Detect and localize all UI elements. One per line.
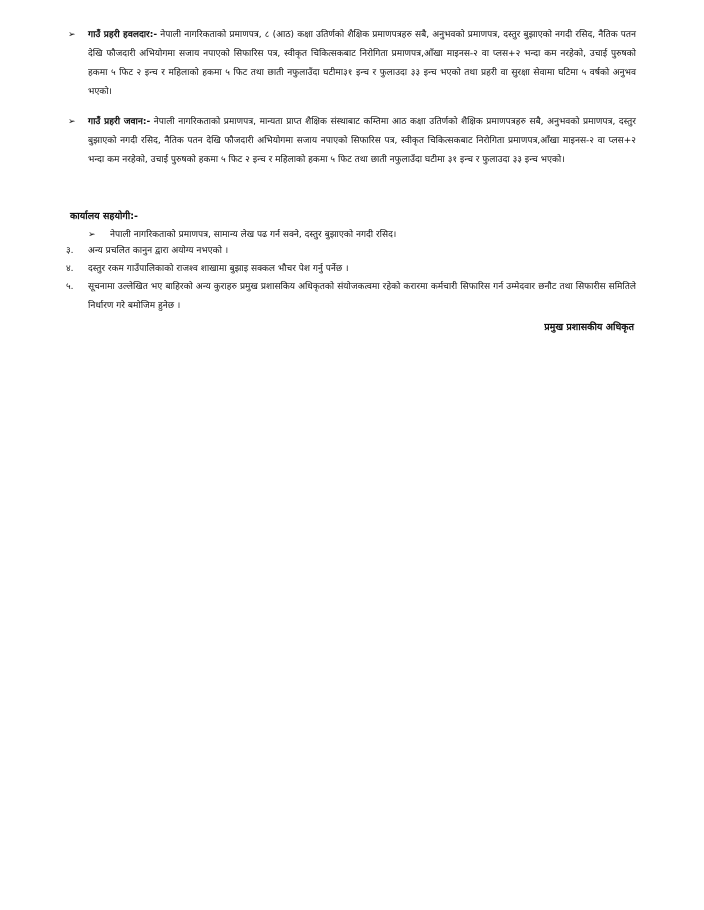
section-title: गाउँ प्रहरी जवान:- <box>88 117 151 127</box>
section-text: नेपाली नागरिकताको प्रमाणपत्र, मान्यता प्राप्त शैक्षिक संस्थाबाट कम्तिमा आठ कक्षा उतिर्णको शैक्षिक प्रमाणपत्रहरु सबै, अनुभवको प्रमाणपत्र, दस्तुर बुझाएको नगदी रसिद, नैतिक पतन देखि फौजदारी अभियोगमा सजाय नपाएको सिफारिस पत्र, स्वीकृत चिकित्सकबाट निरोगिता प्रमाणपत्र,आँखा माइनस-२ वा प्लस+२ भन्दा कम नरहेको, उचाई पुरुषको हकमा ५ फिट २ इन्च र महिलाको हकमा ५ फिट तथा छाती नफुलाउँदा घटीमा ३१ इन्च र फुलाउदा ३३ इन्च भएको। <box>88 117 636 165</box>
item-text: दस्तुर रकम गाउँपालिकाको राजश्व शाखामा बुझाइ सक्कल भौचर पेश गर्नु पर्नेछ । <box>88 264 349 274</box>
signature-line: प्रमुख प्रशासकीय अधिकृत <box>544 322 634 333</box>
item-number: ३. <box>66 246 74 256</box>
arrow-bullet-icon: ➢ <box>68 117 76 127</box>
arrow-bullet-icon: ➢ <box>68 30 76 40</box>
item-number: ४. <box>66 264 74 274</box>
numbered-item-4 <box>66 260 636 279</box>
office-assistant-heading: कार्यालय सहयोगी:- <box>70 211 138 222</box>
numbered-item-5 <box>66 278 636 316</box>
section-ward-guard-lance <box>68 26 636 102</box>
section-text: नेपाली नागरिकताको प्रमाणपत्र, ८ (आठ) कक्षा उतिर्णको शैक्षिक प्रमाणपत्रहरु सबै, अनुभवको प्रमाणपत्र, दस्तुर बुझाएको नगदी रसिद, नैतिक पतन देखि फौजदारी अभियोगमा सजाय नपाएको सिफारिस पत्र, स्वीकृत चिकित्सकबाट निरोगिता प्रमाणपत्र,आँखा माइनस-२ वा प्लस+२ भन्दा कम नरहेको, उचाई पुरुषको हकमा ५ फिट २ इन्च र महिलाको हकमा ५ फिट तथा छाती नफुलाउँदा घटीमा३१ इन्च र फुलाउदा ३३ इन्च भएको तथा प्रहरी वा सुरक्षा सेवामा घटिमा ५ वर्षको अनुभव भएको। <box>88 30 636 97</box>
numbered-item-3 <box>66 242 636 261</box>
item-text: सूचनामा उल्लेखित भए बाहिरको अन्य कुराहरु प्रमुख प्रशासकिय अधिकृतको संयोजकत्वमा रहेको करारमा कर्मचारी सिफारिस गर्न उम्मेदवार छनौट तथा सिफारीस समितिले निर्धारण गरे बमोजिम हुनेछ । <box>88 282 636 311</box>
section-ward-guard-constable <box>68 113 636 170</box>
requirement-text: नेपाली नागरिकताको प्रमाणपत्र, सामान्य लेख पढ गर्न सक्ने, दस्तुर बुझाएको नगदी रसिद। <box>110 230 397 240</box>
item-number: ५. <box>66 282 74 292</box>
arrow-bullet-icon: ➢ <box>88 230 96 240</box>
item-text: अन्य प्रचलित कानुन द्वारा अयोग्य नभएको । <box>88 246 229 256</box>
section-title: गाउँ प्रहरी हवलदार:- <box>88 30 158 40</box>
